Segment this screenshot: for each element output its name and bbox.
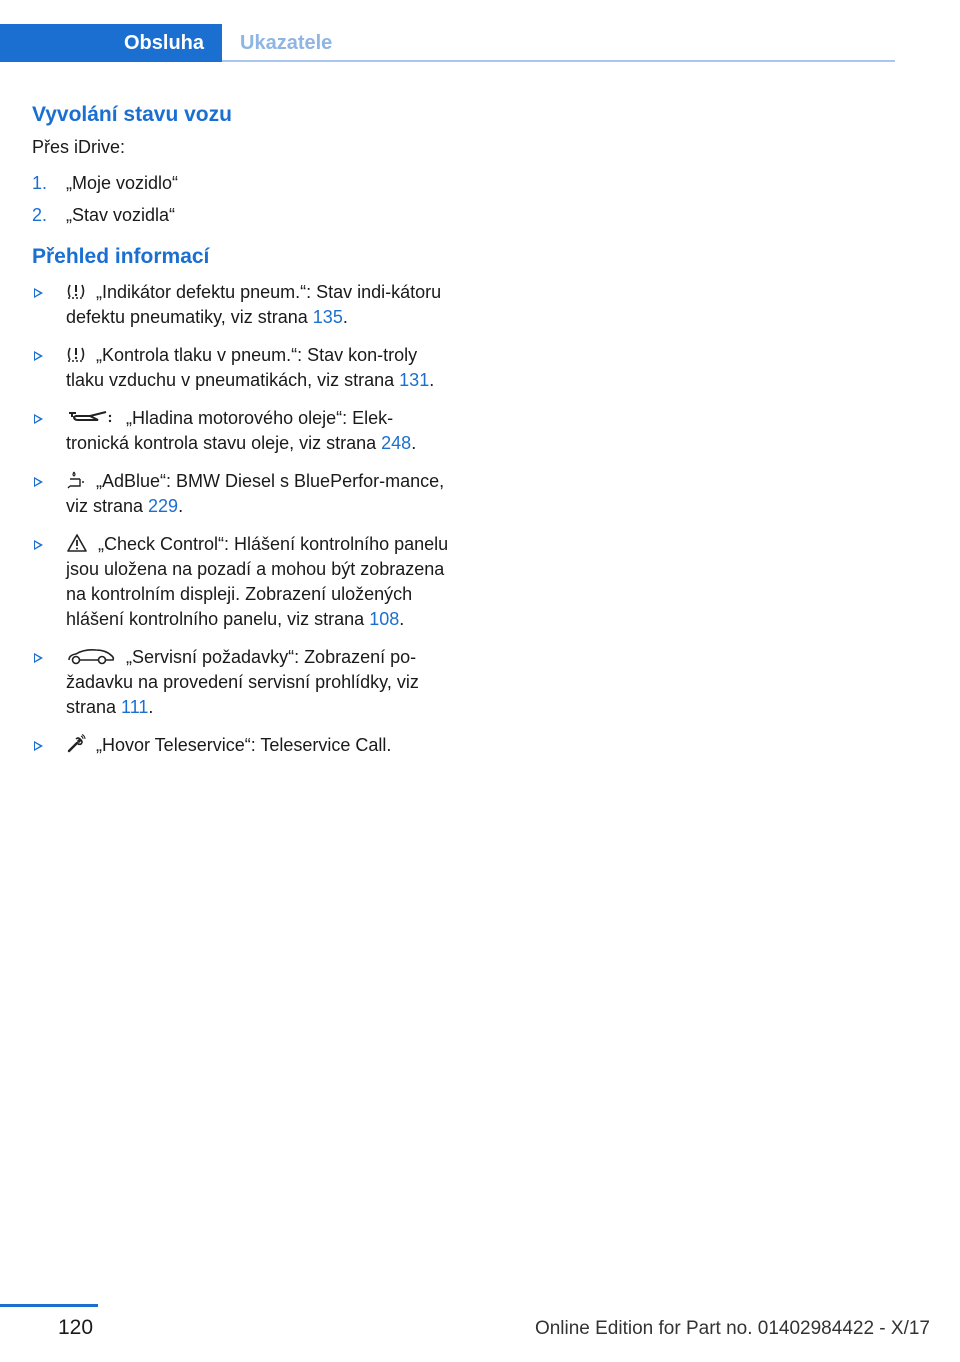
bullet-triangle-icon xyxy=(34,741,43,751)
list-item xyxy=(32,469,452,519)
tab-underline xyxy=(222,60,895,62)
page-reference-link[interactable]: 248 xyxy=(381,433,412,453)
adblue-icon xyxy=(66,470,86,490)
tab-obsluha[interactable]: Obsluha xyxy=(0,24,222,62)
step-text: „Moje vozidlo“ xyxy=(66,173,179,193)
page-number: 120 xyxy=(58,1316,94,1339)
page-reference-link[interactable]: 108 xyxy=(369,609,400,629)
page-content xyxy=(32,100,452,771)
section-heading-vehicle-status: Vyvolání stavu vozu xyxy=(32,103,232,126)
tab-ukazatele[interactable]: Ukazatele xyxy=(240,31,333,54)
bullet-triangle-icon xyxy=(34,653,43,663)
bullet-triangle-icon xyxy=(34,288,43,298)
list-item xyxy=(32,280,452,330)
bullet-triangle-icon xyxy=(34,540,43,550)
tire-pressure-warning-icon xyxy=(66,281,86,301)
page-reference-link[interactable]: 135 xyxy=(312,307,343,327)
page-reference-link[interactable]: 229 xyxy=(148,496,179,516)
item-end: . xyxy=(429,370,435,390)
list-item xyxy=(32,645,452,720)
intro-text: Přes iDrive: xyxy=(32,137,126,157)
section-heading-info-overview: Přehled informací xyxy=(32,245,210,268)
item-text: „Check Control“: Hlášení kontrolního panelu jsou uložena na pozadí a mohou být zobrazena na kontrolním displeji. Zobrazení uložených hlášení kontrolního panelu, viz strana xyxy=(66,534,449,629)
item-end: . xyxy=(411,433,417,453)
step-item xyxy=(32,202,452,228)
oil-can-icon xyxy=(66,407,116,427)
bullet-triangle-icon xyxy=(34,477,43,487)
teleservice-wrench-icon xyxy=(66,734,86,754)
item-text: „Hladina motorového oleje“: Elek‐tronická kontrola stavu oleje, viz strana xyxy=(66,408,394,453)
list-item xyxy=(32,343,452,393)
chapter-tab-bar xyxy=(0,24,895,62)
step-number: 1. xyxy=(32,173,48,193)
list-item xyxy=(32,733,452,758)
item-text: „Servisní požadavky“: Zobrazení po‐žadavku na provedení servisní prohlídky, viz strana xyxy=(66,647,419,717)
tire-pressure-monitor-icon xyxy=(66,344,86,364)
item-end: . xyxy=(148,697,154,717)
list-item xyxy=(32,532,452,632)
bullet-triangle-icon xyxy=(34,351,43,361)
item-text: „Kontrola tlaku v pneum.“: Stav kon‐troly tlaku vzduchu v pneumatikách, viz strana xyxy=(66,345,418,390)
footer-rule xyxy=(0,1304,98,1307)
step-text: „Stav vozidla“ xyxy=(66,205,176,225)
edition-note: Online Edition for Part no. 01402984422 - X/17 xyxy=(534,1318,930,1339)
page-reference-link[interactable]: 131 xyxy=(399,370,430,390)
item-text: „Hovor Teleservice“: Teleservice Call. xyxy=(96,735,392,755)
step-item xyxy=(32,170,452,196)
bullet-triangle-icon xyxy=(34,414,43,424)
item-text: „AdBlue“: BMW Diesel s BluePerfor‐mance, viz strana xyxy=(66,471,445,516)
item-end: . xyxy=(178,496,184,516)
step-number: 2. xyxy=(32,205,48,225)
item-end: . xyxy=(342,307,348,327)
steps-list xyxy=(32,170,452,228)
item-end: . xyxy=(399,609,405,629)
service-car-icon xyxy=(66,646,116,666)
item-text: „Indikátor defektu pneum.“: Stav indi‐kátoru defektu pneumatiky, viz strana xyxy=(66,282,442,327)
warning-triangle-icon xyxy=(66,533,88,553)
list-item xyxy=(32,406,452,456)
page-reference-link[interactable]: 111 xyxy=(121,697,149,717)
info-list xyxy=(32,280,452,758)
